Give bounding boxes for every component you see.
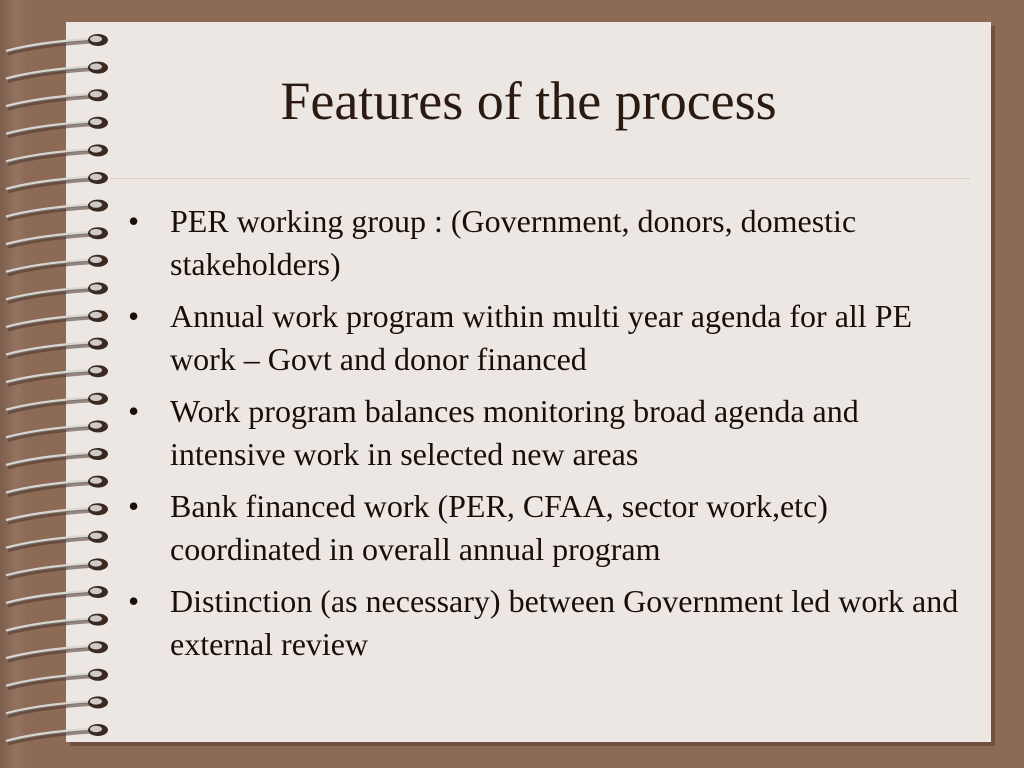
binding-ring: [6, 614, 108, 634]
title-divider: [110, 178, 970, 179]
bullet-text: Work program balances monitoring broad agenda and intensive work in selected new areas: [170, 393, 859, 472]
binding-ring: [6, 724, 108, 744]
binding-ring: [6, 227, 108, 247]
binding-ring: [6, 172, 108, 192]
bullet-icon: •: [128, 393, 140, 429]
bullet-icon: •: [128, 488, 140, 524]
bullet-item: [122, 580, 972, 666]
binding-ring: [6, 34, 108, 54]
binding-ring: [6, 255, 108, 275]
binding-ring: [6, 420, 108, 440]
binding-ring: [6, 200, 108, 220]
binding-ring: [6, 393, 108, 413]
bullet-list: [122, 200, 972, 675]
binding-ring: [6, 696, 108, 716]
bullet-item: [122, 390, 972, 476]
binding-ring: [6, 365, 108, 385]
binding-ring: [6, 448, 108, 468]
bullet-item: [122, 200, 972, 286]
slide-title: Features of the process: [280, 71, 777, 131]
binding-ring: [6, 669, 108, 689]
binding-ring: [6, 503, 108, 523]
bullet-icon: •: [128, 203, 140, 239]
binding-ring: [6, 586, 108, 606]
bullet-icon: •: [128, 583, 140, 619]
bullet-item: [122, 485, 972, 571]
bullet-item: [122, 295, 972, 381]
binding-ring: [6, 641, 108, 661]
binding-ring: [6, 558, 108, 578]
binding-ring: [6, 310, 108, 330]
binding-ring: [6, 338, 108, 358]
bullet-text: Distinction (as necessary) between Government led work and external review: [170, 583, 959, 662]
binding-ring: [6, 144, 108, 164]
bullet-text: Annual work program within multi year agenda for all PE work – Govt and donor financed: [170, 298, 913, 377]
bullet-text: Bank financed work (PER, CFAA, sector work,etc) coordinated in overall annual program: [170, 488, 828, 567]
bullet-icon: •: [128, 298, 140, 334]
binding-ring: [6, 282, 108, 302]
binding-ring: [6, 476, 108, 496]
binding-ring: [6, 531, 108, 551]
bullet-text: PER working group : (Government, donors, domestic stakeholders): [170, 203, 857, 282]
